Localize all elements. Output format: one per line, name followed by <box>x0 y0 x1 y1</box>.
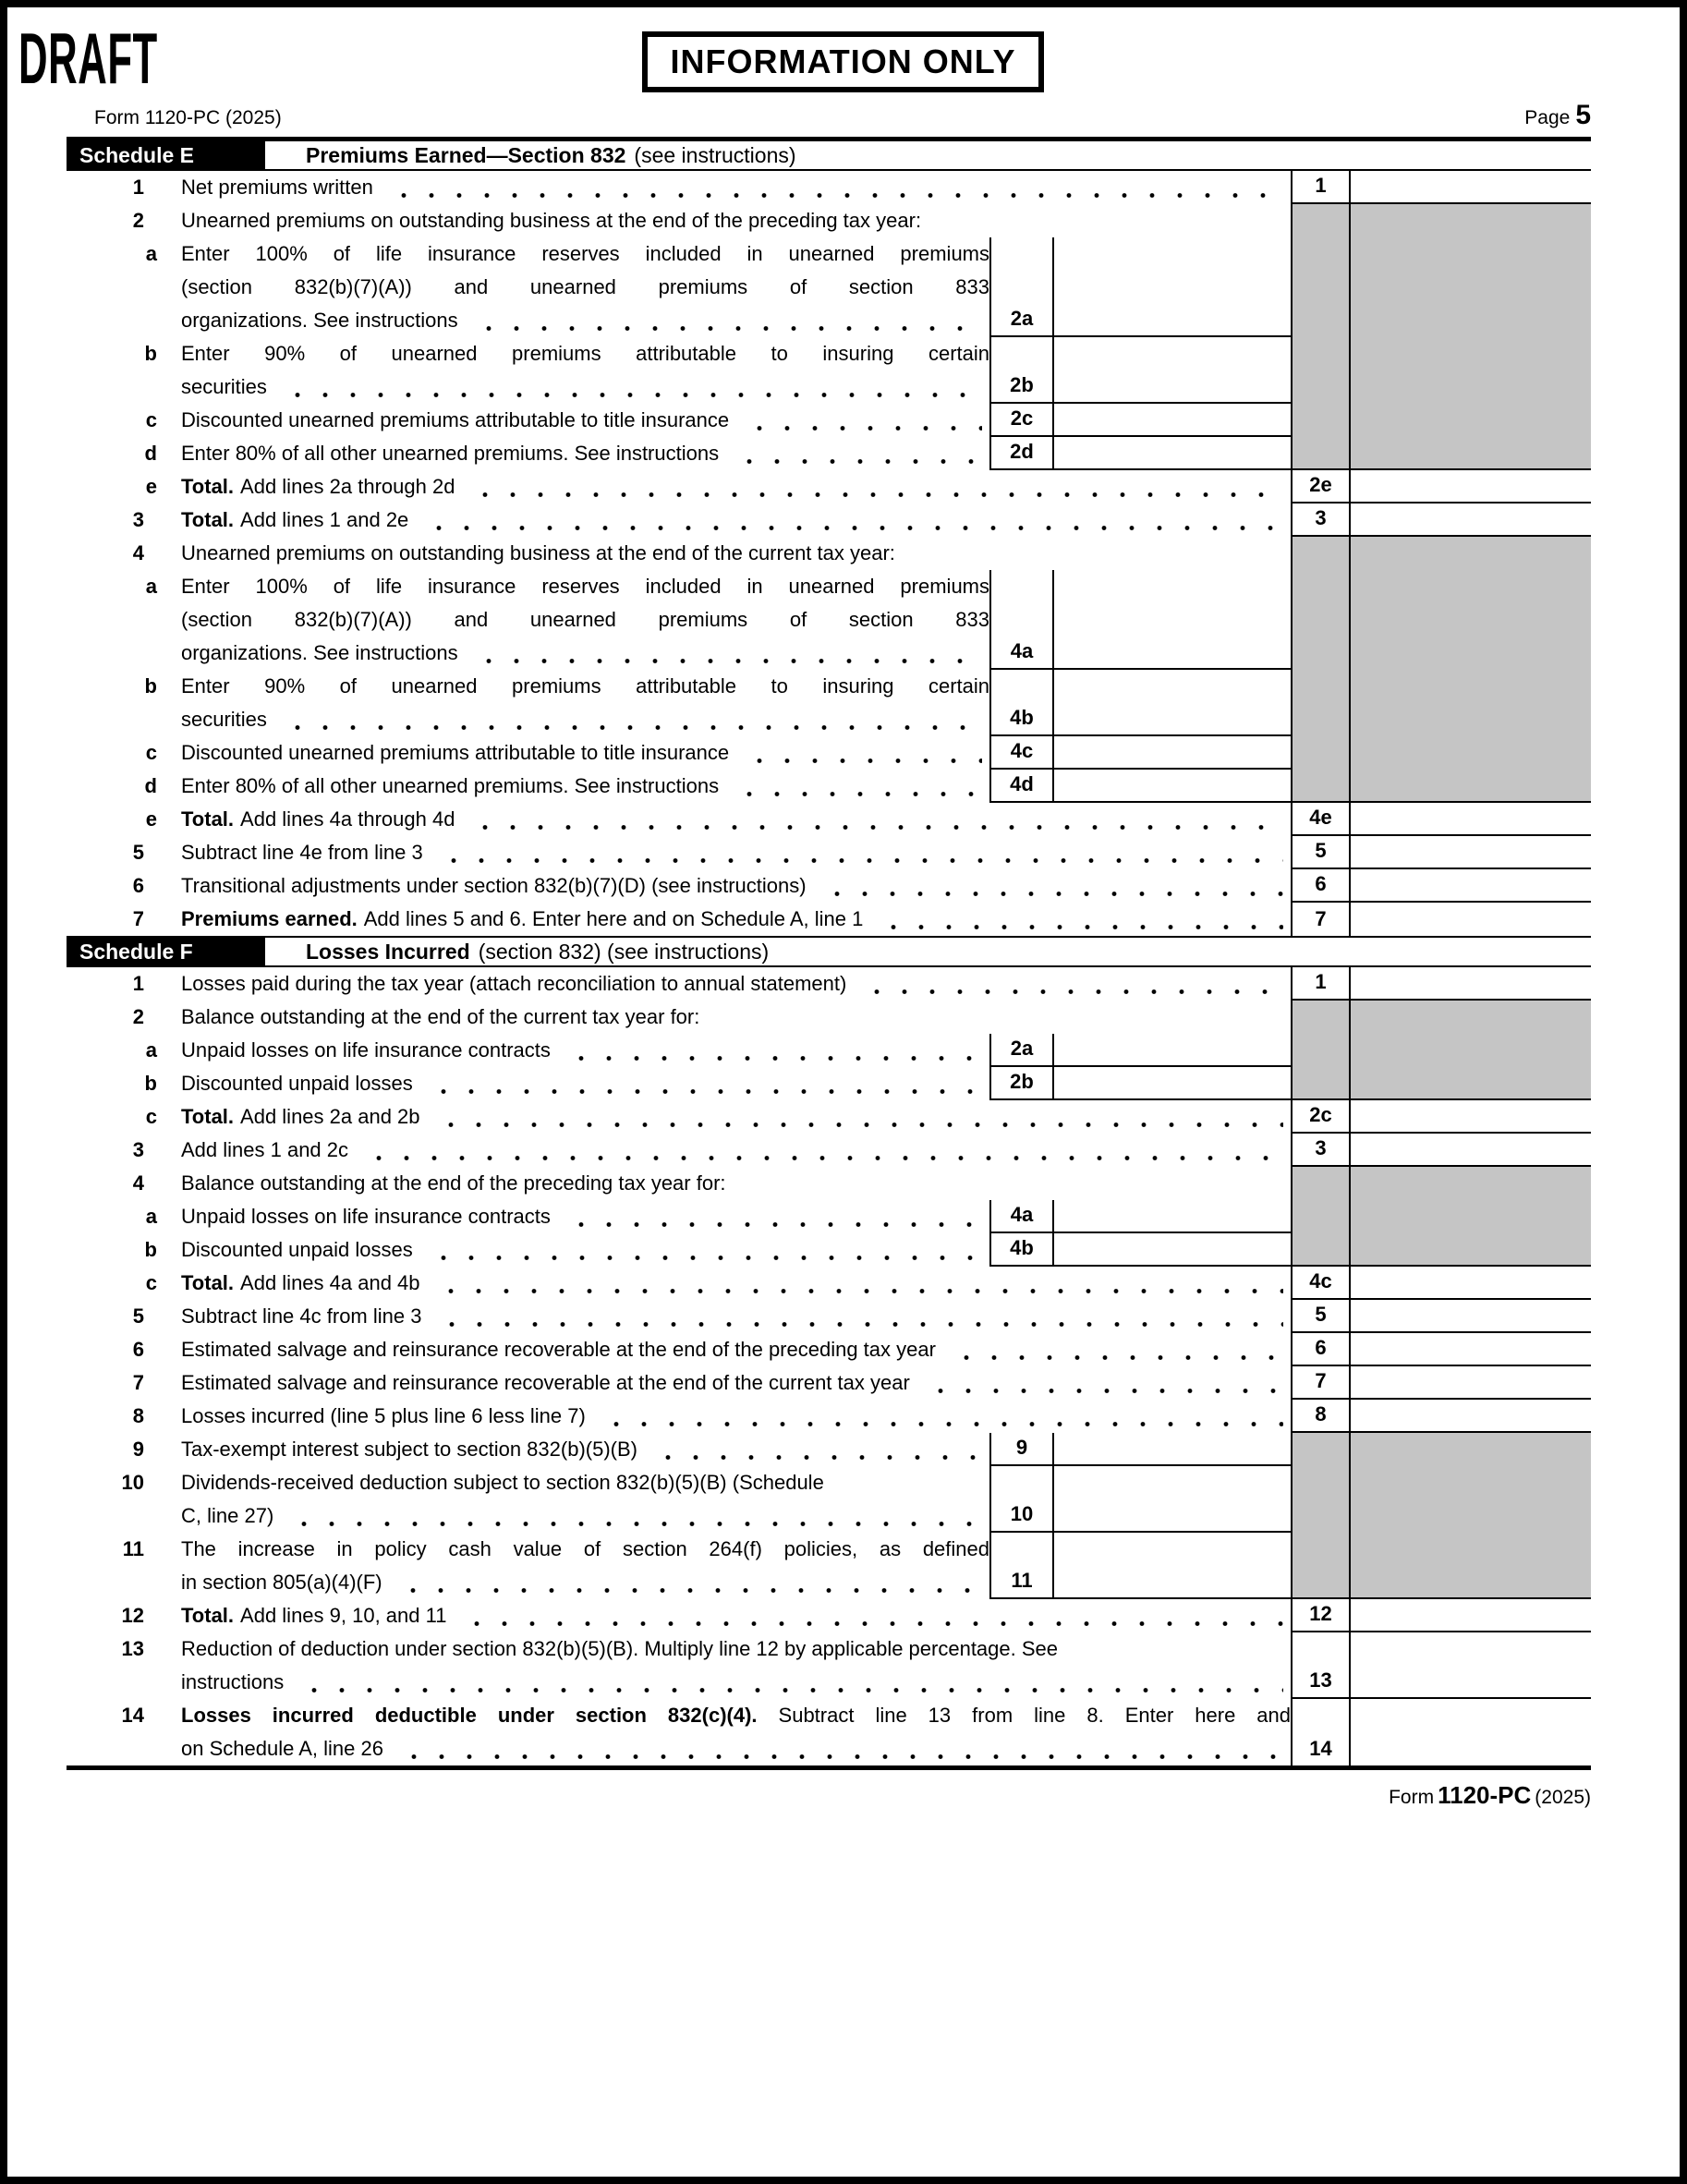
line-box-label: 3 <box>1291 504 1351 535</box>
amount-cell <box>1351 1699 1591 1765</box>
line-letter: e <box>145 807 157 831</box>
sch-e-row-4 <box>67 537 1591 570</box>
sub-box-label: 2a <box>989 1034 1052 1067</box>
schedule-f-title: Losses Incurred (section 832) (see instructions) <box>306 940 770 964</box>
line-text: Losses paid during the tax year (attach reconciliation to annual statement) <box>181 972 847 995</box>
dot-leader <box>434 836 1283 869</box>
line-box-label: 13 <box>1291 1632 1351 1697</box>
sub-box-label: 4a <box>989 570 1052 670</box>
amount-cell <box>1351 1267 1591 1298</box>
form-content <box>67 7 1591 1810</box>
sch-f-row-4c <box>67 1267 1591 1300</box>
dot-leader <box>466 470 1283 504</box>
line-number: 7 <box>132 1371 144 1394</box>
amount-cell <box>1351 1400 1591 1431</box>
line-text: Add lines 9, 10, and 11 <box>240 1604 447 1627</box>
line-text: Net premiums written <box>181 176 373 199</box>
sub-amount-cell <box>1052 237 1291 337</box>
line-box-label: 7 <box>1291 903 1351 936</box>
line-text: Discounted unpaid losses <box>181 1238 413 1261</box>
sub-amount-cell <box>1052 570 1291 670</box>
line-text: Losses incurred (line 5 plus line 6 less line 7) <box>181 1404 586 1427</box>
sub-amount-cell <box>1052 437 1291 470</box>
sch-f-row-9 <box>67 1433 1591 1466</box>
line-text: Dividends-received deduction subject to section 832(b)(5)(B) (Schedule <box>181 1471 824 1494</box>
line-text: Discounted unearned premiums attributable to title insurance <box>181 741 730 764</box>
line-number: 11 <box>122 1537 144 1560</box>
sub-amount-cell <box>1052 1200 1291 1233</box>
sub-box-label: 2b <box>989 1067 1052 1100</box>
line-box-label: 12 <box>1291 1599 1351 1631</box>
line-text-bold: Total. <box>181 475 235 498</box>
line-number: 6 <box>132 1338 144 1361</box>
sch-f-row-6 <box>67 1333 1591 1366</box>
sub-box-label: 2d <box>989 437 1052 470</box>
line-number: 1 <box>132 176 144 199</box>
sch-f-row-7 <box>67 1366 1591 1400</box>
sch-f-row-2c <box>67 1100 1591 1134</box>
shaded-cell <box>1291 1466 1591 1533</box>
dot-leader <box>730 437 982 470</box>
line-text: Subtract line 4c from line 3 <box>181 1304 422 1328</box>
line-text: Balance outstanding at the end of the preceding tax year for: <box>181 1171 726 1195</box>
line-text: securities <box>181 708 267 731</box>
line-number: 5 <box>132 1304 144 1328</box>
dot-leader <box>740 736 982 770</box>
schedule-e-header <box>67 141 1591 171</box>
line-text-bold: Total. <box>181 1271 235 1294</box>
line-box-label: 2e <box>1291 470 1351 502</box>
sch-f-row-2 <box>67 1001 1591 1034</box>
line-text: Add lines 5 and 6. Enter here and on Schedule A, line 1 <box>363 907 864 930</box>
amount-cell <box>1351 1300 1591 1331</box>
shaded-cell <box>1291 1167 1591 1200</box>
line-box-label: 3 <box>1291 1134 1351 1165</box>
line-letter: a <box>145 242 157 265</box>
line-number: 6 <box>132 874 144 897</box>
line-text: (section 832(b)(7)(A)) and unearned premiums of section 833 <box>181 608 989 631</box>
shaded-cell <box>1291 237 1591 337</box>
shaded-cell <box>1291 437 1591 470</box>
line-text: Enter 80% of all other unearned premiums. See instructions <box>181 774 720 797</box>
sch-e-row-5 <box>67 836 1591 869</box>
line-number: 5 <box>132 841 144 864</box>
line-text: Balance outstanding at the end of the current tax year for: <box>181 1005 700 1028</box>
line-box-label: 1 <box>1291 967 1351 999</box>
amount-cell <box>1351 1599 1591 1631</box>
line-letter: c <box>145 741 157 764</box>
line-letter: b <box>144 1238 157 1261</box>
amount-cell <box>1351 1333 1591 1365</box>
line-text: Unearned premiums on outstanding business at the end of the current tax year: <box>181 541 895 564</box>
draft-watermark: DRAFT <box>18 18 158 99</box>
sch-e-row-4c <box>67 736 1591 770</box>
line-number: 2 <box>132 209 144 232</box>
line-box-label: 6 <box>1291 1333 1351 1365</box>
sch-f-row-1 <box>67 967 1591 1001</box>
dot-leader <box>384 171 1283 204</box>
line-text: instructions <box>181 1670 285 1693</box>
dot-leader <box>649 1433 982 1466</box>
line-letter: a <box>145 1038 157 1062</box>
line-text: Add lines 1 and 2e <box>240 508 409 531</box>
bottom-rule <box>67 1765 1591 1770</box>
line-text: Discounted unearned premiums attributable to title insurance <box>181 408 730 431</box>
sch-e-row-2 <box>67 204 1591 237</box>
shaded-cell <box>1291 1034 1591 1067</box>
shaded-cell <box>1291 1533 1591 1599</box>
line-box-label: 8 <box>1291 1400 1351 1431</box>
line-box-label: 7 <box>1291 1366 1351 1398</box>
line-text: Estimated salvage and reinsurance recoverable at the end of the current tax year <box>181 1371 910 1394</box>
line-box-label: 14 <box>1291 1699 1351 1765</box>
sub-box-label: 10 <box>989 1466 1052 1533</box>
sch-f-row-2a <box>67 1034 1591 1067</box>
schedule-e-label: Schedule E <box>67 141 265 169</box>
line-number: 12 <box>121 1604 144 1627</box>
sch-e-row-7 <box>67 903 1591 936</box>
line-text-bold: Total. <box>181 1105 235 1128</box>
line-letter: c <box>145 1105 157 1128</box>
amount-cell <box>1351 967 1591 999</box>
shaded-cell <box>1291 736 1591 770</box>
amount-cell <box>1351 1366 1591 1398</box>
line-text: Subtract line 4e from line 3 <box>181 841 423 864</box>
sub-box-label: 2b <box>989 337 1052 404</box>
line-number: 8 <box>132 1404 144 1427</box>
sch-e-row-6 <box>67 869 1591 903</box>
shaded-cell <box>1291 670 1591 736</box>
line-box-label: 5 <box>1291 836 1351 868</box>
line-text: Add lines 4a through 4d <box>240 807 455 831</box>
line-number: 3 <box>132 508 144 531</box>
sch-f-row-5 <box>67 1300 1591 1333</box>
line-letter: d <box>144 774 157 797</box>
sub-box-label: 4d <box>989 770 1052 803</box>
line-text: securities <box>181 375 267 398</box>
line-text-bold: Premiums earned. <box>181 907 358 930</box>
line-text: Add lines 4a and 4b <box>240 1271 420 1294</box>
page-header <box>67 7 1591 137</box>
dot-leader <box>874 903 1283 936</box>
line-text: C, line 27) <box>181 1504 274 1527</box>
line-text: organizations. See instructions <box>181 309 458 332</box>
sch-e-row-3 <box>67 504 1591 537</box>
dot-leader <box>424 1233 982 1267</box>
dot-leader <box>394 1566 982 1599</box>
sub-amount-cell <box>1052 1533 1291 1599</box>
page-footer: Form 1120-PC (2025) <box>1389 1781 1591 1809</box>
line-text: on Schedule A, line 26 <box>181 1737 383 1760</box>
sub-amount-cell <box>1052 1034 1291 1067</box>
sch-f-row-10 <box>67 1466 1591 1533</box>
page-number: Page 5 <box>1524 100 1591 130</box>
line-text: Unearned premiums on outstanding business at the end of the preceding tax year: <box>181 209 922 232</box>
amount-cell <box>1351 470 1591 502</box>
sub-amount-cell <box>1052 1433 1291 1466</box>
line-box-label: 4e <box>1291 803 1351 834</box>
sch-e-row-4e <box>67 803 1591 836</box>
shaded-cell <box>1291 404 1591 437</box>
line-letter: c <box>145 1271 157 1294</box>
dot-leader <box>469 304 982 337</box>
amount-cell <box>1351 803 1591 834</box>
sch-f-row-4a <box>67 1200 1591 1233</box>
sub-amount-cell <box>1052 404 1291 437</box>
line-letter: e <box>145 475 157 498</box>
sch-f-row-11 <box>67 1533 1591 1599</box>
dot-leader <box>740 404 982 437</box>
line-text-bold: Total. <box>181 807 235 831</box>
shaded-cell <box>1291 1233 1591 1267</box>
line-text: Estimated salvage and reinsurance recoverable at the end of the preceding tax year <box>181 1338 936 1361</box>
line-letter: b <box>144 342 157 365</box>
dot-leader <box>562 1034 982 1067</box>
dot-leader <box>730 770 982 803</box>
line-text: Add lines 2a through 2d <box>240 475 455 498</box>
dot-leader <box>359 1134 1283 1167</box>
sub-amount-cell <box>1052 1233 1291 1267</box>
shaded-cell <box>1291 1001 1591 1034</box>
amount-cell <box>1351 504 1591 535</box>
shaded-cell <box>1291 1067 1591 1100</box>
shaded-cell <box>1291 1433 1591 1466</box>
dot-leader <box>431 1267 1283 1300</box>
amount-cell <box>1351 1134 1591 1165</box>
amount-cell <box>1351 1632 1591 1697</box>
schedule-f-label: Schedule F <box>67 938 265 965</box>
sch-e-row-2e <box>67 470 1591 504</box>
line-number: 3 <box>132 1138 144 1161</box>
sub-amount-cell <box>1052 736 1291 770</box>
sch-f-row-4 <box>67 1167 1591 1200</box>
dot-leader <box>419 504 1283 537</box>
sub-box-label: 9 <box>989 1433 1052 1466</box>
sub-box-label: 4b <box>989 1233 1052 1267</box>
line-text: Reduction of deduction under section 832(b)(5)(B). Multiply line 12 by applicable percentage. See <box>181 1637 1059 1660</box>
line-text: (section 832(b)(7)(A)) and unearned premiums of section 833 <box>181 275 989 298</box>
line-box-label: 1 <box>1291 171 1351 202</box>
line-letter: a <box>145 575 157 598</box>
line-number: 2 <box>132 1005 144 1028</box>
amount-cell <box>1351 869 1591 901</box>
sub-amount-cell <box>1052 1067 1291 1100</box>
schedule-f-header <box>67 936 1591 967</box>
sub-box-label: 4a <box>989 1200 1052 1233</box>
dot-leader <box>857 967 1283 1001</box>
line-text: Add lines 1 and 2c <box>181 1138 349 1161</box>
sch-e-row-4a <box>67 570 1591 670</box>
dot-leader <box>424 1067 982 1100</box>
sch-f-row-3 <box>67 1134 1591 1167</box>
line-text: Enter 90% of unearned premiums attributable to insuring certain <box>181 674 989 698</box>
sub-amount-cell <box>1052 337 1291 404</box>
sch-e-row-1 <box>67 171 1591 204</box>
sch-f-row-14 <box>67 1699 1591 1765</box>
line-text: Losses incurred deductible under section 832(c)(4). Subtract line 13 from line 8. Enter here and <box>181 1704 1291 1727</box>
dot-leader <box>818 869 1283 903</box>
line-letter: b <box>144 1072 157 1095</box>
line-letter: b <box>144 674 157 698</box>
dot-leader <box>947 1333 1283 1366</box>
shaded-cell <box>1291 337 1591 404</box>
dot-leader <box>295 1666 1283 1699</box>
sch-f-row-2b <box>67 1067 1591 1100</box>
sub-amount-cell <box>1052 670 1291 736</box>
line-number: 14 <box>121 1704 144 1727</box>
line-text: in section 805(a)(4)(F) <box>181 1571 382 1594</box>
line-box-label: 5 <box>1291 1300 1351 1331</box>
line-box-label: 6 <box>1291 869 1351 901</box>
dot-leader <box>466 803 1283 836</box>
line-text-bold: Total. <box>181 1604 235 1627</box>
line-number: 1 <box>132 972 144 995</box>
dot-leader <box>562 1200 982 1233</box>
line-text: Tax-exempt interest subject to section 832(b)(5)(B) <box>181 1438 637 1461</box>
amount-cell <box>1351 171 1591 202</box>
line-text: The increase in policy cash value of section 264(f) policies, as defined <box>181 1537 989 1560</box>
line-box-label: 4c <box>1291 1267 1351 1298</box>
sch-f-row-13 <box>67 1632 1591 1699</box>
line-number: 10 <box>121 1471 144 1494</box>
dot-leader <box>431 1100 1283 1134</box>
amount-cell <box>1351 836 1591 868</box>
sch-f-row-12 <box>67 1599 1591 1632</box>
sub-box-label: 4b <box>989 670 1052 736</box>
line-text: Add lines 2a and 2b <box>240 1105 420 1128</box>
line-text-bold: Total. <box>181 508 235 531</box>
sch-e-row-2d <box>67 437 1591 470</box>
sub-amount-cell <box>1052 770 1291 803</box>
line-number: 7 <box>132 907 144 930</box>
sub-box-label: 2a <box>989 237 1052 337</box>
sch-e-row-4d <box>67 770 1591 803</box>
dot-leader <box>457 1599 1283 1632</box>
line-text: Enter 100% of life insurance reserves included in unearned premiums <box>181 242 989 265</box>
sch-e-row-2c <box>67 404 1591 437</box>
line-letter: d <box>144 442 157 465</box>
line-number: 4 <box>132 541 144 564</box>
line-text: Unpaid losses on life insurance contracts <box>181 1038 551 1062</box>
line-text: organizations. See instructions <box>181 641 458 664</box>
sch-e-row-2a <box>67 237 1591 337</box>
dot-leader <box>921 1366 1283 1400</box>
line-text: Enter 100% of life insurance reserves included in unearned premiums <box>181 575 989 598</box>
shaded-cell <box>1291 204 1591 237</box>
line-text: Unpaid losses on life insurance contracts <box>181 1205 551 1228</box>
line-letter: a <box>145 1205 157 1228</box>
sch-f-row-4b <box>67 1233 1591 1267</box>
sub-box-label: 2c <box>989 404 1052 437</box>
schedule-e-title: Premiums Earned—Section 832 (see instructions) <box>306 143 796 167</box>
sub-box-label: 4c <box>989 736 1052 770</box>
shaded-cell <box>1291 570 1591 670</box>
dot-leader <box>278 370 982 404</box>
shaded-cell <box>1291 770 1591 803</box>
line-text: Transitional adjustments under section 832(b)(7)(D) (see instructions) <box>181 874 807 897</box>
dot-leader <box>597 1400 1283 1433</box>
sub-amount-cell <box>1052 1466 1291 1533</box>
dot-leader <box>469 637 982 670</box>
line-number: 4 <box>132 1171 144 1195</box>
dot-leader <box>285 1499 982 1533</box>
sch-e-row-4b <box>67 670 1591 736</box>
line-letter: c <box>145 408 157 431</box>
form-id: Form 1120-PC (2025) <box>94 107 282 128</box>
line-text: Enter 90% of unearned premiums attributable to insuring certain <box>181 342 989 365</box>
sub-box-label: 11 <box>989 1533 1052 1599</box>
line-number: 13 <box>121 1637 144 1660</box>
dot-leader <box>394 1732 1283 1765</box>
line-text: Discounted unpaid losses <box>181 1072 413 1095</box>
shaded-cell <box>1291 537 1591 570</box>
shaded-cell <box>1291 1200 1591 1233</box>
line-box-label: 2c <box>1291 1100 1351 1132</box>
dot-leader <box>432 1300 1283 1333</box>
sch-e-row-2b <box>67 337 1591 404</box>
line-number: 9 <box>132 1438 144 1461</box>
stamp-label: INFORMATION ONLY <box>670 42 1016 80</box>
amount-cell <box>1351 1100 1591 1132</box>
dot-leader <box>278 703 982 736</box>
amount-cell <box>1351 903 1591 936</box>
line-text: Enter 80% of all other unearned premiums. See instructions <box>181 442 720 465</box>
sch-f-row-8 <box>67 1400 1591 1433</box>
